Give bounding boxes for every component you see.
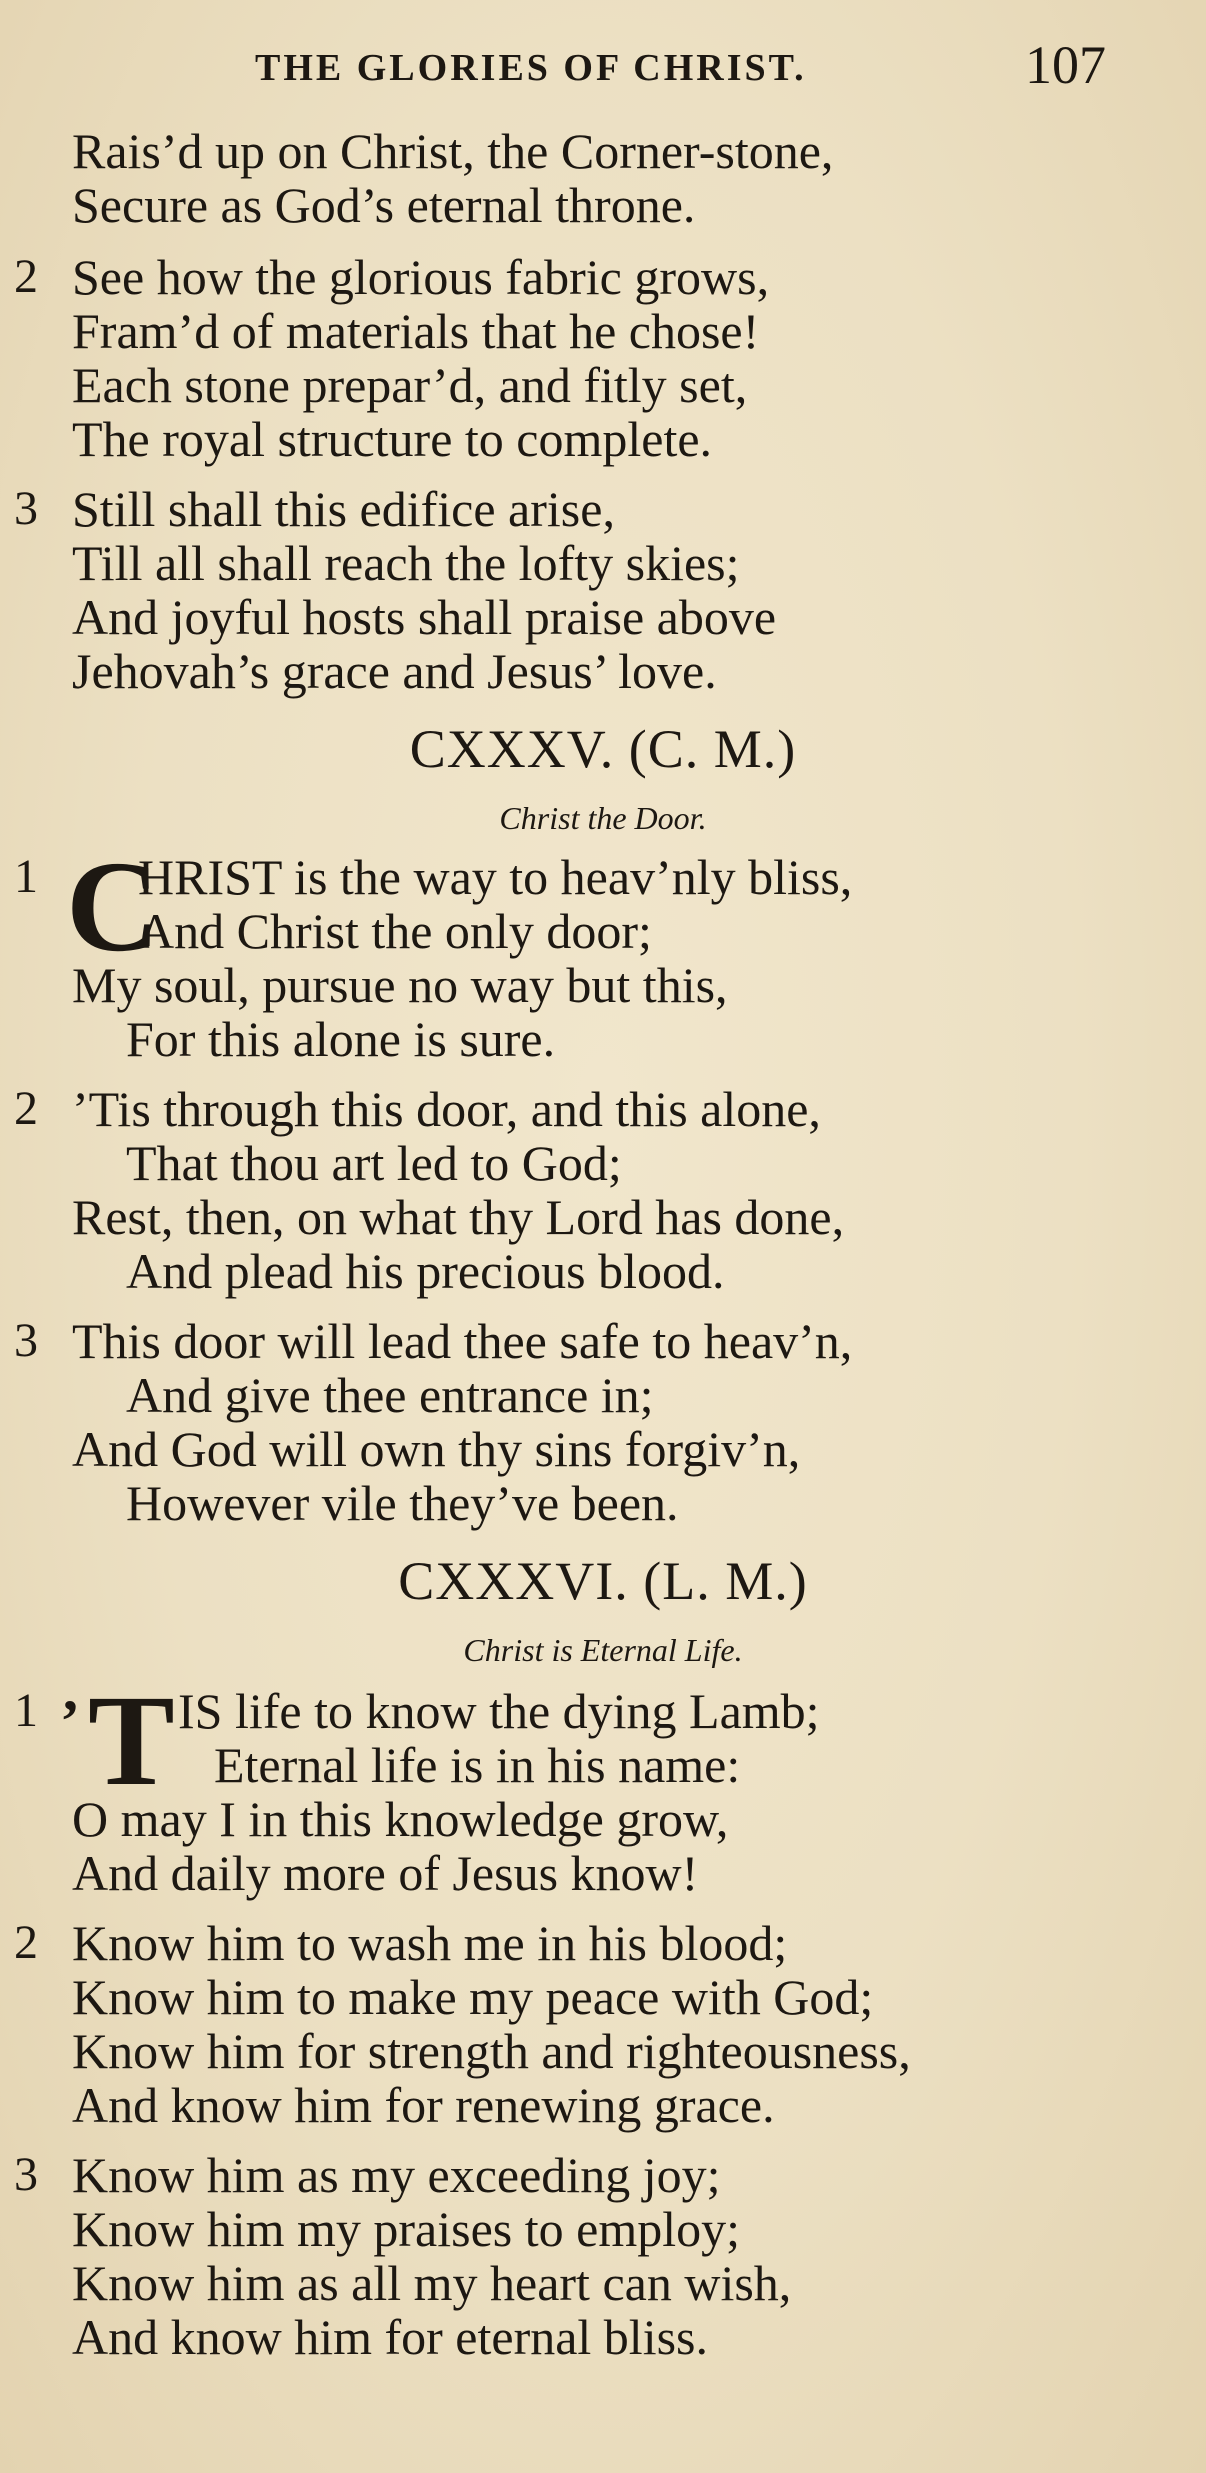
verse-line: And joyful hosts shall praise above (72, 589, 777, 645)
verse-line: Jehovah’s grace and Jesus’ love. (72, 643, 717, 699)
verse-line: However vile they’ve been. (126, 1475, 679, 1531)
verse-line: And know him for renewing grace. (72, 2077, 775, 2133)
verse-line: O may I in this knowledge grow, (72, 1791, 729, 1847)
page-number: 107 (1025, 35, 1106, 95)
verse-line: Know him as all my heart can wish, (72, 2255, 792, 2311)
verse-line: The royal structure to complete. (72, 411, 713, 467)
drop-cap-quote: ’ (60, 1688, 80, 1754)
verse-line: IS life to know the dying Lamb; (178, 1683, 820, 1739)
hymn-subtitle: Christ is Eternal Life. (463, 1632, 743, 1668)
page-header (70, 35, 1170, 108)
verse-line: Fram’d of materials that he chose! (72, 303, 760, 359)
verse-line: Know him to wash me in his blood; (72, 1915, 788, 1971)
verse-number: 3 (14, 482, 38, 535)
verse-number: 3 (14, 2148, 38, 2201)
verse-line: Rais’d up on Christ, the Corner-stone, (72, 123, 834, 179)
hymn-heading: CXXXV. (C. M.) (409, 719, 797, 779)
verse-line: Still shall this edifice arise, (72, 481, 615, 537)
verse-line: And God will own thy sins forgiv’n, (72, 1421, 801, 1477)
verse-line: And know him for eternal bliss. (72, 2309, 709, 2365)
verse-line: And give thee entrance in; (126, 1367, 654, 1423)
verse-line: Know him for strength and righteousness, (72, 2023, 911, 2079)
drop-cap: T (88, 1669, 175, 1813)
running-head: THE GLORIES OF CHRIST. (255, 47, 807, 89)
verse-line: And Christ the only door; (138, 903, 652, 959)
hymn-subtitle: Christ the Door. (499, 800, 707, 836)
verse-line: Know him my praises to employ; (72, 2201, 740, 2257)
verse-line: For this alone is sure. (126, 1011, 556, 1067)
verse-number: 2 (14, 1916, 38, 1969)
verse-line: And plead his precious blood. (126, 1243, 725, 1299)
verse-line: Secure as God’s eternal throne. (72, 177, 696, 233)
verse-line: My soul, pursue no way but this, (72, 957, 728, 1013)
verse-number: 3 (14, 1314, 38, 1367)
verse-line: Till all shall reach the lofty skies; (72, 535, 740, 591)
verse-line: Rest, then, on what thy Lord has done, (72, 1189, 845, 1245)
verse-line: HRIST is the way to heav’nly bliss, (138, 849, 853, 905)
hymn-heading: CXXXVI. (L. M.) (398, 1551, 808, 1611)
verse-line: ’Tis through this door, and this alone, (72, 1081, 821, 1137)
verse-number: 2 (14, 250, 38, 303)
verse-line: Know him to make my peace with God; (72, 1969, 874, 2025)
drop-cap: C (66, 835, 160, 979)
verse-line: That thou art led to God; (126, 1135, 622, 1191)
verse-line: See how the glorious fabric grows, (72, 249, 770, 305)
verse-number: 1 (14, 850, 38, 903)
verse-line: Eternal life is in his name: (214, 1737, 741, 1793)
verse-number: 1 (14, 1684, 38, 1737)
verse-line: And daily more of Jesus know! (72, 1845, 699, 1901)
verse-line: Know him as my exceeding joy; (72, 2147, 721, 2203)
verse-line: Each stone prepar’d, and fitly set, (72, 357, 748, 413)
verse-number: 2 (14, 1082, 38, 1135)
verse-line: This door will lead thee safe to heav’n, (72, 1313, 853, 1369)
